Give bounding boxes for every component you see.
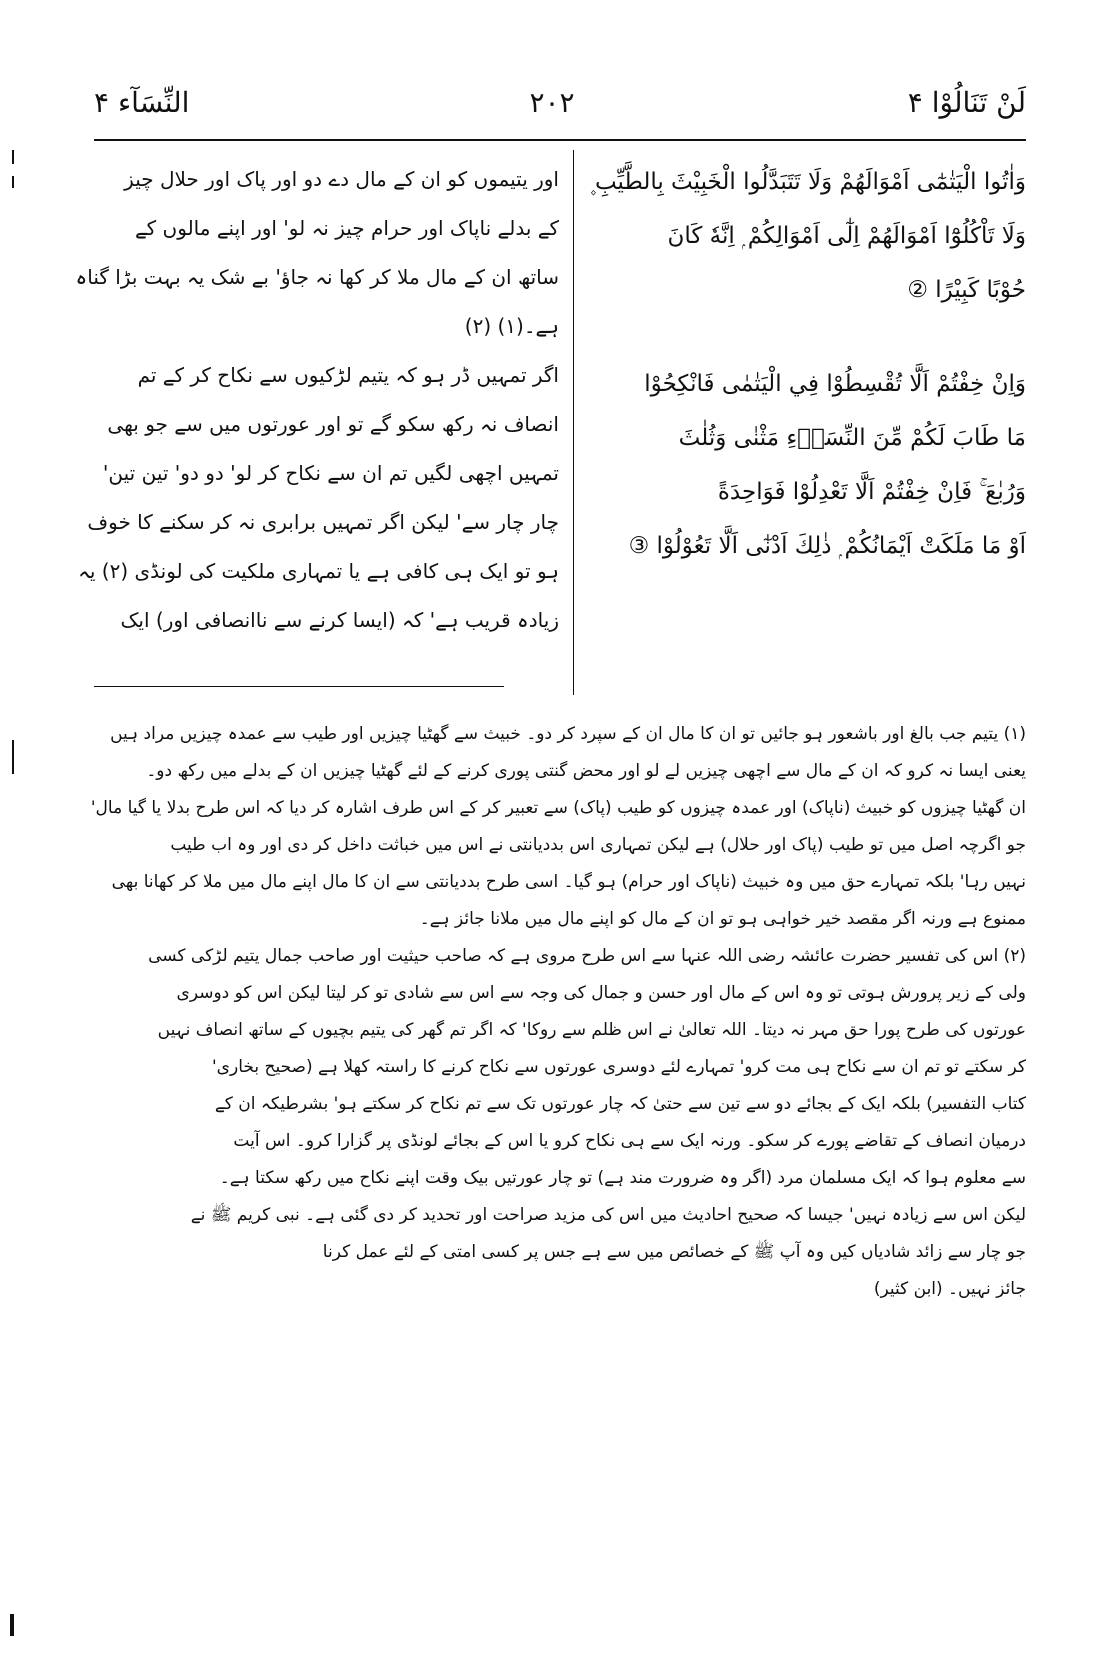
urdu-line: کے بدلے ناپاک اور حرام چیز نہ لو' اور اپنے مالوں کے xyxy=(134,216,559,240)
arabic-line: اَوْ مَا مَلَكَتْ اَيْمَانُكُمْ ۭ ذٰلِكَ اَدْنٰٓى اَلَّا تَعُوْلُوْا ③ xyxy=(628,533,1026,559)
urdu-line: اگر تمہیں ڈر ہو کہ یتیم لڑکیوں سے نکاح کر کے تم xyxy=(137,363,559,387)
urdu-line: ہے۔(۱) (۲) xyxy=(464,314,559,338)
footnote-divider xyxy=(94,686,504,687)
scan-mark xyxy=(12,150,14,164)
footnote-line: کر سکتے تو تم ان سے نکاح ہی مت کرو' تمہارے لئے دوسری عورتوں سے نکاح کرنے کا راستہ کھلا ہے (صحیح بخاری' xyxy=(212,1057,1026,1077)
footnote-line: ان گھٹیا چیزوں کو خبیث (ناپاک) اور عمدہ چیزوں کو طیب (پاک) سے تعبیر کر کے اس طرف اشارہ کر دیا کہ اس طرح بدلا یا گیا مال' xyxy=(90,798,1026,818)
urdu-translation-column xyxy=(75,155,559,645)
footnote-line: جائز نہیں۔ (ابن کثیر) xyxy=(873,1279,1026,1299)
arabic-line: حُوْبًا كَبِيْرًا ② xyxy=(907,277,1026,303)
footnote-line: نہیں رہا' بلکہ تمہارے حق میں وہ خبیث (ناپاک اور حرام) ہو گیا۔ اسی طرح بددیانتی سے ان کا مال اپنے مال میں ملا کر کھانا بھی xyxy=(111,872,1026,892)
arabic-verse-column xyxy=(589,155,1026,573)
header-divider xyxy=(94,139,1026,141)
footnote-line: سے معلوم ہوا کہ ایک مسلمان مرد (اگر وہ ضرورت مند ہے) تو چار عورتیں بیک وقت اپنے نکاح میں رکھ سکتا ہے۔ xyxy=(219,1168,1026,1188)
arabic-line: وَاِنْ خِفْتُمْ اَلَّا تُقْسِطُوْا فِي الْيَتٰمٰى فَانْكِحُوْا xyxy=(644,371,1026,397)
arabic-line: وَاٰتُوا الْيَتٰمٰٓى اَمْوَالَهُمْ وَلَا تَتَبَدَّلُوا الْخَبِيْثَ بِالطَّيِّبِ ۪ xyxy=(589,169,1026,195)
footnote-line: ولی کے زیر پرورش ہوتی تو وہ اس کے مال اور حسن و جمال کی وجہ سے اس سے شادی تو کر لیتا لیکن اس کو دوسری xyxy=(176,983,1026,1003)
arabic-line: وَلَا تَاْكُلُوْٓا اَمْوَالَهُمْ اِلٰٓى اَمْوَالِكُمْ ۭ اِنَّهٗ كَانَ xyxy=(667,223,1026,249)
footnote-line: جو اگرچہ اصل میں تو طیب (پاک اور حلال) ہے لیکن تمہاری اس بددیانتی نے اس میں خباثت داخل کر دی اور وہ اب طیب xyxy=(170,835,1026,855)
urdu-line: ہو تو ایک ہی کافی ہے یا تمہاری ملکیت کی لونڈی (۲) یہ xyxy=(78,559,559,583)
footnote-line: (۱) یتیم جب بالغ اور باشعور ہو جائیں تو ان کا مال ان کے سپرد کر دو۔ خبیث سے گھٹیا چیزیں اور طیب سے عمدہ چیزیں مراد ہیں xyxy=(110,724,1026,744)
footnote-line: درمیان انصاف کے تقاضے پورے کر سکو۔ ورنہ ایک سے ہی نکاح کرو یا اس کے بجائے لونڈی پر گزارا کرو۔ اس آیت xyxy=(233,1131,1026,1151)
urdu-line: انصاف نہ رکھ سکو گے تو اور عورتوں میں سے جو بھی xyxy=(107,412,559,436)
footnotes xyxy=(90,716,1026,1308)
footnote-line: ممنوع ہے ورنہ اگر مقصد خیر خواہی ہو تو ان کے مال کو اپنے مال میں ملانا جائز ہے۔ xyxy=(419,909,1026,929)
footnote-line: عورتوں کی طرح پورا حق مہر نہ دیتا۔ اللہ تعالیٰ نے اس ظلم سے روکا' کہ اگر تم گھر کی یتیم بچیوں کے ساتھ انصاف نہیں xyxy=(157,1020,1026,1040)
footnote-line: یعنی ایسا نہ کرو کہ ان کے مال سے اچھی چیزیں لے لو اور محض گنتی پوری کرنے کے لئے گھٹیا چیزیں ان کے بدلے میں رکھ دو۔ xyxy=(146,761,1026,781)
footnote-line: جو چار سے زائد شادیاں کیں وہ آپ ﷺ کے خصائص میں سے ہے جس پر کسی امتی کے لئے عمل کرنا xyxy=(322,1242,1026,1262)
urdu-line: تمہیں اچھی لگیں تم ان سے نکاح کر لو' دو دو' تین تین' xyxy=(102,461,559,485)
arabic-line: وَرُبٰعَ ۚ فَاِنْ خِفْتُمْ اَلَّا تَعْدِلُوْا فَوَاحِدَةً xyxy=(717,479,1026,505)
arabic-line: مَا طَابَ لَكُمْ مِّنَ النِّسَاۗءِ مَثْنٰى وَثُلٰثَ xyxy=(678,425,1026,451)
urdu-line: اور یتیموں کو ان کے مال دے دو اور پاک اور حلال چیز xyxy=(124,167,559,191)
footnote-line: (۲) اس کی تفسیر حضرت عائشہ رضی اللہ عنہا سے اس طرح مروی ہے کہ صاحب حیثیت اور صاحب جمال یتیم لڑکی کسی xyxy=(148,946,1026,966)
column-divider xyxy=(573,150,574,695)
footnote-line: لیکن اس سے زیادہ نہیں' جیسا کہ صحیح احادیث میں اس کی مزید صراحت اور تحدید کر دی گئی ہے۔ نبی کریم ﷺ نے xyxy=(190,1205,1026,1225)
scan-mark xyxy=(10,1614,14,1636)
urdu-line: چار چار سے' لیکن اگر تمہیں برابری نہ کر سکنے کا خوف xyxy=(87,510,559,534)
verse-gap xyxy=(600,317,1026,357)
surah-name-header: النِّسَآء ۴ xyxy=(94,86,190,119)
footnote-line: کتاب التفسیر) بلکہ ایک کے بجائے دو سے تین سے حتیٰ کہ چار عورتوں تک سے تم نکاح کر سکتے ہو' بشرطیکہ ان کے xyxy=(214,1094,1026,1114)
scan-mark xyxy=(12,176,14,188)
urdu-line: زیادہ قریب ہے' کہ (ایسا کرنے سے ناانصافی اور) ایک xyxy=(120,608,559,632)
urdu-line: ساتھ ان کے مال ملا کر کھا نہ جاؤ' بے شک یہ بہت بڑا گناہ xyxy=(75,265,559,289)
scan-mark xyxy=(12,740,14,774)
page-number: ۲۰۲ xyxy=(529,86,575,119)
juz-name-header: لَنْ تَنَالُوْا ۴ xyxy=(907,86,1026,119)
